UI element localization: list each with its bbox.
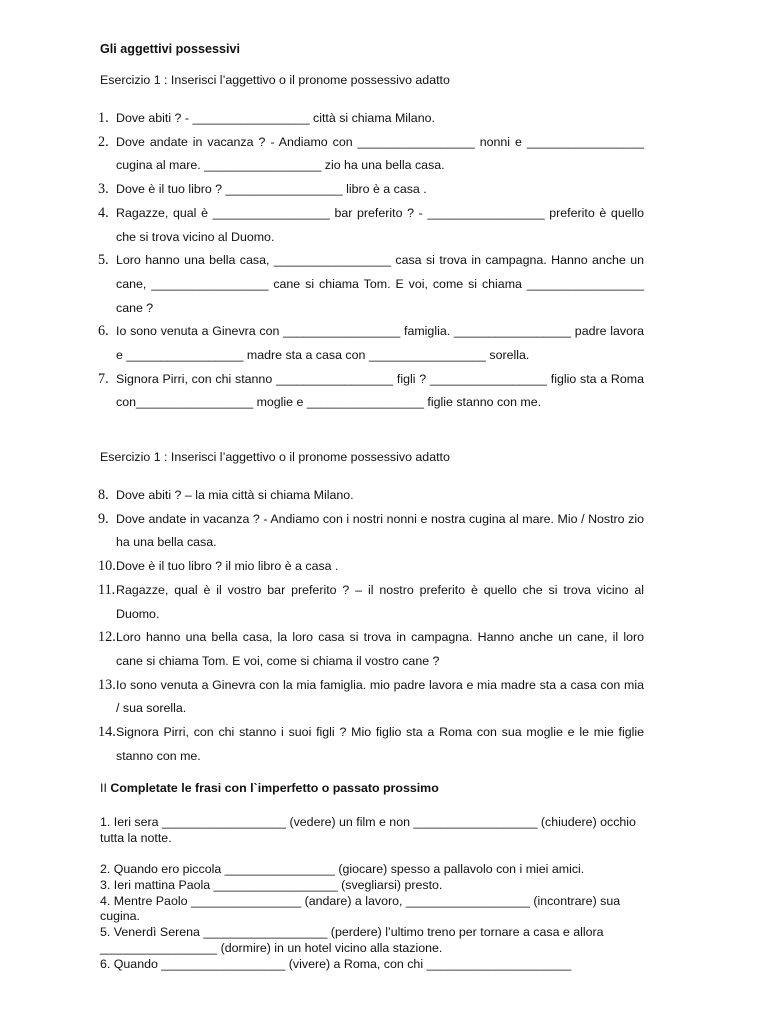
list-item <box>98 249 644 320</box>
list-item <box>98 626 644 673</box>
item-number: 3. <box>98 181 109 198</box>
list-item <box>98 320 644 367</box>
item-text: Signora Pirri, con chi stanno i suoi figli ? Mio figlio sta a Roma con sua moglie e le mie figlie stanno con me. <box>116 725 644 763</box>
list-item <box>98 107 644 131</box>
list-item: 4. Mentre Paolo ________________ (andare) a lavoro, __________________ (incontrare) sua cugina. <box>100 893 621 924</box>
item-text: Ragazze, qual è il vostro bar preferito ? – il nostro preferito è quello che si trova vicino al Duomo. <box>116 582 644 621</box>
exercise1-solutions-heading: Esercizio 1 : Inserisci l’aggettivo o il pronome possessivo adatto <box>100 450 450 464</box>
item-number: 8. <box>98 487 109 503</box>
item-number: 4. <box>98 204 109 221</box>
item-text: Loro hanno una bella casa, la loro casa si trova in campagna. Hanno anche un cane, il loro cane si chiama Tom. E voi, come si chiama il vostro cane ? <box>116 630 644 668</box>
list-item <box>98 508 644 555</box>
item-number: 6. <box>98 323 109 340</box>
exercise2-item-1: 1. Ieri sera __________________ (vedere) un film e non __________________ (chiudere) occhio tutta la notte. <box>100 815 636 845</box>
list-item <box>98 131 644 178</box>
section-title: Completate le frasi con l`imperfetto o passato prossimo <box>110 781 439 795</box>
list-item <box>98 579 644 626</box>
item-text: Io sono venuta a Ginevra con la mia famiglia. mio padre lavora e mia madre sta a casa con mia / sua sorella. <box>116 677 644 716</box>
list-item <box>98 202 644 249</box>
exercise1-heading: Esercizio 1 : Inserisci l’aggettivo o il pronome possessivo adatto <box>100 73 450 87</box>
item-text: Dove andate in vacanza ? - Andiamo con i nostri nonni e nostra cugina al mare. Mio / Nostro zio ha una bella casa. <box>116 511 644 550</box>
item-text: Signora Pirri, con chi stanno _________________ figli ? _________________ figlio sta a Roma con_________________ moglie e _________________ figlie stanno con me. <box>116 371 644 410</box>
item-text: Loro hanno una bella casa, _________________ casa si trova in campagna. Hanno anche un cane, _________________ cane si chiama Tom. E voi, come si chiama _________________ cane ? <box>116 253 644 315</box>
item-number: 2. <box>98 133 109 150</box>
list-item: 2. Quando ero piccola ________________ (giocare) spesso a pallavolo con i miei amici. <box>100 862 585 876</box>
list-item: 3. Ieri mattina Paola __________________ (svegliarsi) presto. <box>100 877 443 892</box>
list-item <box>98 555 644 579</box>
exercise2-list <box>100 862 640 973</box>
item-number: 11. <box>98 581 116 598</box>
list-item: 6. Quando __________________ (vivere) a Roma, con chi _____________________ <box>100 956 572 971</box>
list-item <box>98 484 644 508</box>
item-text: Io sono venuta a Ginevra con _________________ famiglia. _________________ padre lavora e _________________ madre sta a casa con _________________ sorella. <box>116 324 644 363</box>
item-number: 10. <box>98 558 116 575</box>
item-number: 14. <box>98 724 116 741</box>
item-text: Dove abiti ? – la mia città si chiama Milano. <box>116 488 354 502</box>
section-number: II <box>100 781 107 795</box>
item-number: 1. <box>98 110 109 126</box>
item-text: Dove è il tuo libro ? _________________ libro è a casa . <box>116 182 427 197</box>
item-number: 13. <box>98 676 116 693</box>
exercise1-list <box>98 107 644 415</box>
list-item <box>98 721 644 768</box>
exercise1-solutions-list <box>98 484 644 768</box>
list-item: 5. Venerdì Serena __________________ (perdere) l’ultimo treno per tornare a casa e allora _________________ (dormire) in un hotel vicino alla stazione. <box>100 925 604 955</box>
item-text: Dove abiti ? - _________________ città si chiama Milano. <box>116 111 435 125</box>
item-text: Dove è il tuo libro ? il mio libro è a casa . <box>116 559 339 574</box>
list-item <box>98 674 644 721</box>
item-number: 5. <box>98 252 109 269</box>
list-item <box>98 178 644 202</box>
list-item <box>98 368 644 415</box>
exercise2-heading <box>100 781 439 795</box>
item-text: Dove andate in vacanza ? - Andiamo con _________________ nonni e _________________ cugina al mare. _________________ zio ha una bella casa. <box>116 134 644 173</box>
item-number: 9. <box>98 510 109 527</box>
item-number: 7. <box>98 370 109 387</box>
item-number: 12. <box>98 629 116 646</box>
page-title: Gli aggettivi possessivi <box>100 42 240 56</box>
item-text: Ragazze, qual è _________________ bar preferito ? - _________________ preferito è quello che si trova vicino al Duomo. <box>116 205 644 244</box>
